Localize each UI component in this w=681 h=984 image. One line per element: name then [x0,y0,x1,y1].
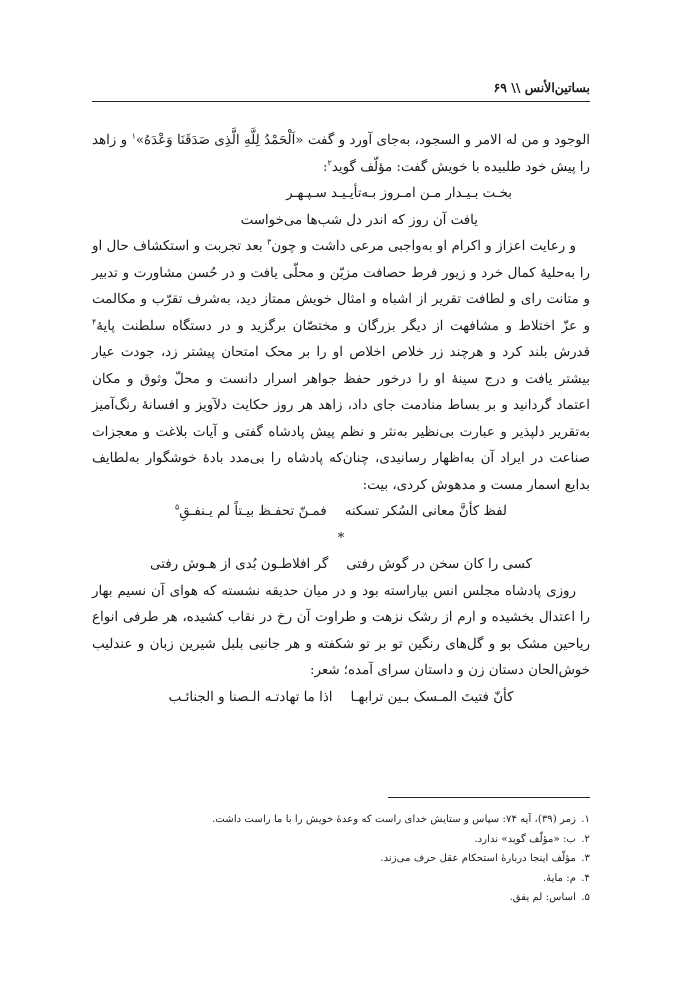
footnote-1: ۱.زمر (۳۹)، آیه ۷۴: سپاس و ستایش خدای راست که وعدهٔ خویش را با ما راست داشت. [212,814,590,825]
footnote-5: ۵.اساس: لم یفق. [509,892,590,903]
main-text [92,128,590,711]
arabic-verse-2: کأنّ فتیتَ المـسک بـین ترابهـااذا ما تهادتـه الـصنا و الجنائـب [168,689,514,705]
persian-verse: کسی را کان سخن در گوش رفتیگر افلاطـون بُدی از هـوش رفتی [150,557,532,572]
arabic-verse-1: لفظ کأنَّ معانی السُکر تسکنهفمـنّ تحفـظ بیـتاً لم یـنفـقِ$^۵$ [174,502,507,519]
footnote-2: ۲.ب: «مؤلّف گوید» ندارد. [474,833,590,845]
header-rule [92,101,590,102]
paragraph-2: و رعایت اعزاز و اکرام او به‌واجبی مرعی داشت و چون$^۳$ بعد تجربت و استکشاف حال او را به‌حلیهٔ کمال خرد و زیور فرط حصافت مزیّن و محلّی یافت و در حُسن مشاورت و تدبیر و متانت رای و لطافت تقریر از اشباه و امثال خویش ممتاز دید، به‌شرف تقرّب و مکالمت و عزّ اختلاط و مشافهت از دیگر بزرگان و مختصّان برگزید و در دستگاه سلطنت پایهٔ$^۴$ قدرش بلند کرد و هرچند زر خلاص اخلاص او را بر محک امتحان پیشتر زد، جودت عیار بیشتر یافت و درج سینهٔ او را درخور حفظ جواهر اسرار دانست و محلّ وثوق و مکان اعتماد گردانید و بر بساط منادمت جای داد، زاهد هر روز حکایت دلآویز و افسانهٔ رنگ‌آمیز به‌تقریر دلپذیر و عبارت بی‌نظیر به‌نثر و نظم پیش پادشاه گفتی و آیات بلاغت و معجزات صناعت در ایراد آن به‌اظهار رسانیدی، چنان‌که پادشاه را بی‌مدد بادهٔ خوشگوار به‌لطایف بدایع اسمار مست و مدهوش کردی، بیت: [92,237,590,493]
running-header [92,80,590,100]
footnotes [92,810,590,908]
footnote-3: ۳.مؤلّف اینجا دربارهٔ استحکام عقل حرف می‌زند. [380,853,590,864]
paragraph-1: الوجود و من له الامر و السجود، به‌جای آورد و گفت «اَلْحَمْدُ لِلَّهِ الَّذِی صَدَقَنَا وَعْدَهُ»$^۱$ و زاهد را پیش خود طلبیده با خویش گفت: مؤلّف گوید$^۲$: [92,131,590,175]
footnote-separator [388,797,590,798]
running-title: بساتین‌الأنس \\ ۶۹ [493,80,590,95]
footnote-4: ۴.م: مایهٔ. [542,872,590,884]
verse-line-1: بخـت بـیـدار مـن امـروز بـه‌تأیـیـد سـپـهـر [286,186,512,201]
section-divider-star: * [337,530,345,546]
verse-line-2: یافت آن روز که اندر دل شب‌ها می‌خواست [240,212,478,228]
paragraph-3: روزی پادشاه مجلس انس بیاراسته بود و در میان حدیقه نشسته که هوای آن نسیم بهار را اعتدال بخشیده و ارم از رشک نزهت و طراوت آن رخ در نقاب کشیده، هر طرفی انواع ریاحین مشک بو و گل‌های رنگین تو بر تو شکفته و هر جانبی بلبل شیرین زبان و عندلیب خوش‌الحان دستان زن و داستان سرای آمده؛ شعر: [92,583,590,678]
